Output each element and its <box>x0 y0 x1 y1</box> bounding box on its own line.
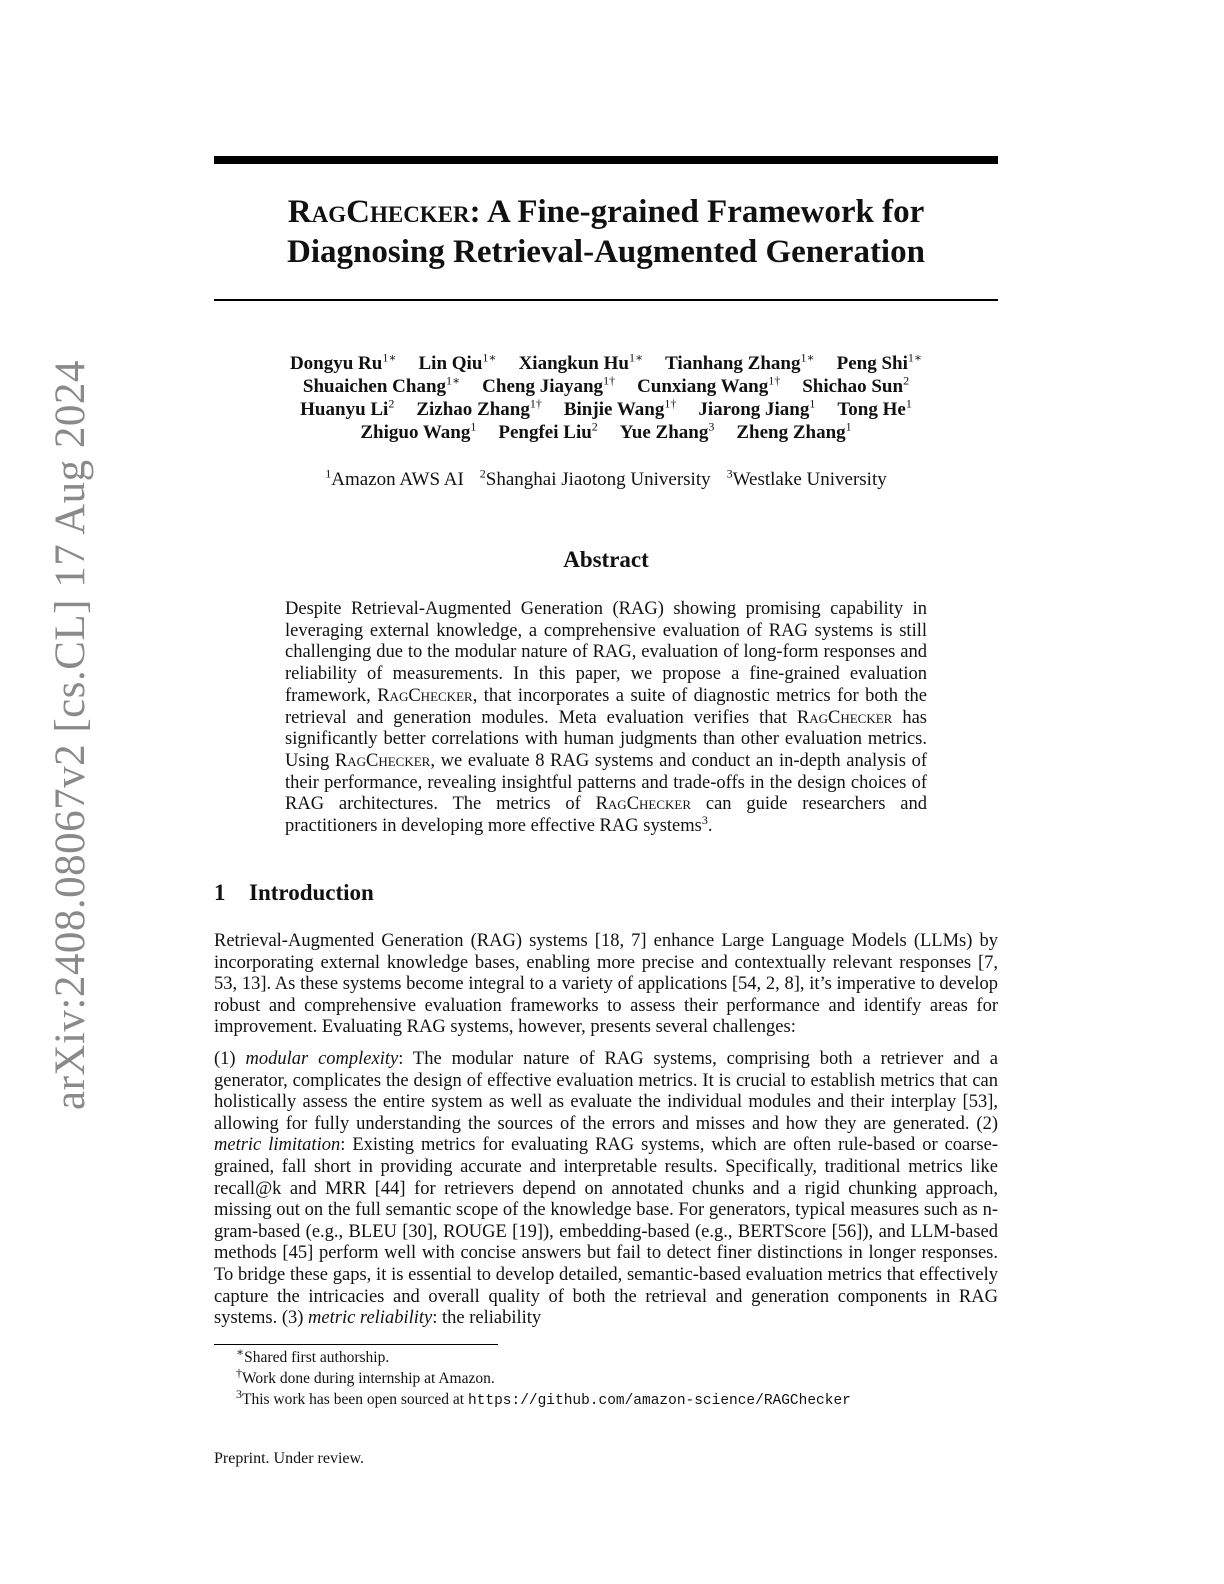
author-name: Cunxiang Wang$^{1\dagger}$ <box>637 373 781 397</box>
arxiv-stamp: arXiv:2408.08067v2 [cs.CL] 17 Aug 2024 <box>47 360 94 1110</box>
author-name: Zhiguo Wang$^1$ <box>360 419 477 443</box>
abstract-part: can guide researchers and practitioners in developing more effective RAG systems <box>285 794 927 837</box>
abstract-part: has significantly better correlations with human judgments than other evaluation metrics. Using <box>285 707 927 771</box>
author-name: Yue Zhang$^3$ <box>619 419 715 443</box>
author-line <box>214 352 998 375</box>
author-line <box>214 398 998 421</box>
author-name: Shichao Sun$^2$ <box>802 373 910 397</box>
author-line <box>214 375 998 398</box>
emphasis-metric-reliability: metric reliability <box>308 1308 433 1329</box>
intro-paragraph-2: (1) modular complexity: The modular nature of RAG systems, comprising both a retriever and a generator, complicates the design of effective evaluation metrics. It is crucial to establish metrics that can holistically assess the entire system as well as evaluate the individual modules and their interplay [53], allowing for fully understanding the sources of the errors and misses and how they are generated. (2) metric limitation: Existing metrics for evaluating RAG systems, which are often rule-based or coarse-grained, fall short in providing accurate and interpretable results. Specifically, traditional metrics like recall@k and MRR [44] for retrievers depend on annotated chunks and a rigid chunking approach, missing out on the full semantic scope of the knowledge base. For generators, typical measures such as n-gram-based (e.g., BLEU [30], ROUGE [19]), embedding-based (e.g., BERTScore [56]), and LLM-based methods [45] perform well with concise answers but fail to detect finer distinctions in longer responses. To bridge these gaps, it is essential to develop detailed, semantic-based evaluation metrics that effectively capture the intricacies and overall quality of both the retrieval and generation components in RAG systems. (3) metric reliability: the reliability <box>214 1049 999 1329</box>
affiliation: $^3$Westlake University <box>726 466 887 490</box>
author-name: Tianhang Zhang$^{1∗}$ <box>665 350 815 374</box>
author-name: Jiarong Jiang$^1$ <box>698 396 816 420</box>
author-name: Peng Shi$^{1∗}$ <box>836 350 923 374</box>
author-name: Lin Qiu$^{1∗}$ <box>418 350 497 374</box>
author-list <box>214 352 998 444</box>
intro-paragraph-1: Retrieval-Augmented Generation (RAG) systems [18, 7] enhance Large Language Models (LLMs) by incorporating external knowledge bases, enabling more precise and contextually relevant responses [7, 53, 13]. As these systems become integral to a variety of applications [54, 2, 8], it’s imperative to develop robust and comprehensive evaluation frameworks to assess their performance and identify areas for improvement. Evaluating RAG systems, however, presents several challenges: <box>214 931 998 1038</box>
title-line2: Diagnosing Retrieval-Augmented Generation <box>287 234 925 270</box>
author-name: Huanyu Li$^2$ <box>300 396 395 420</box>
section-heading <box>214 880 374 906</box>
preprint-note: Preprint. Under review. <box>214 1450 365 1467</box>
ragchecker-name: RagChecker <box>595 794 692 815</box>
author-name: Tong He$^1$ <box>837 396 912 420</box>
section-title: Introduction <box>249 880 374 905</box>
ragchecker-name: RagChecker <box>796 707 893 728</box>
abstract-part: Despite Retrieval-Augmented Generation (RAG) showing promising capability in leveraging external knowledge, a comprehensive evaluation of RAG systems is still challenging due to the modular nature of RAG, evaluation of long-form responses and reliability of measurements. In this paper, we propose a fine-grained evaluation framework, <box>285 599 927 706</box>
abstract-text <box>285 599 927 838</box>
abstract-part: , that incorporates a suite of diagnostic metrics for both the retrieval and generation modules. Meta evaluation verifies that <box>285 685 927 728</box>
affiliation: $^1$Amazon AWS AI <box>325 466 464 490</box>
author-name: Zheng Zhang$^1$ <box>736 419 852 443</box>
ragchecker-name: RagChecker <box>377 685 473 706</box>
abstract-heading: Abstract <box>563 547 649 572</box>
footnote-3: $^3$This work has been open sourced at https://github.com/amazon-science/RAGChecker <box>236 1386 851 1409</box>
title-top-rule <box>214 156 998 164</box>
title-rag: Rag <box>287 194 347 230</box>
abstract-part: , we evaluate 8 RAG systems and conduct an in-depth analysis of their performance, revealing insightful patterns and trade-offs in the design choices of RAG architectures. The metrics of <box>285 750 927 815</box>
footnote-ref[interactable]: 3 <box>701 812 708 827</box>
author-name: Xiangkun $Hu^{1∗}$ <box>518 350 644 374</box>
author-name: Dongyu $Ru^{1∗}$ <box>289 350 397 374</box>
author-name: Cheng Jiayang$^{1\dagger}$ <box>482 373 616 397</box>
title-checker: Checker <box>346 194 470 230</box>
footnote-rule <box>214 1344 498 1345</box>
footnote-2: †Work done during internship at Amazon. <box>236 1365 495 1387</box>
author-name: Binjie Wang$^{1\dagger}$ <box>563 396 677 420</box>
affiliations <box>214 466 998 491</box>
github-link[interactable]: https://github.com/amazon-science/RAGChecker <box>467 1393 851 1409</box>
section-number: 1 <box>214 880 226 905</box>
paper-title <box>214 192 998 272</box>
footnote-1: ∗Shared first authorship. <box>236 1344 390 1366</box>
title-line1-rest: : A Fine-grained Framework for <box>469 194 925 230</box>
author-name: Pengfei Liu$^2$ <box>498 419 598 443</box>
affiliation: $^2$Shanghai Jiaotong University <box>479 466 711 490</box>
emphasis-modular-complexity: modular complexity <box>245 1049 399 1069</box>
author-name: Zizhao Zhang$^{1\dagger}$ <box>416 396 542 420</box>
title-bottom-rule <box>214 299 998 301</box>
author-line <box>214 421 998 444</box>
author-name: Shuaichen Chang$^{1∗}$ <box>302 373 461 397</box>
emphasis-metric-limitation: metric limitation <box>214 1135 341 1156</box>
abstract-part: . <box>707 816 713 837</box>
ragchecker-name: RagChecker <box>334 750 431 771</box>
